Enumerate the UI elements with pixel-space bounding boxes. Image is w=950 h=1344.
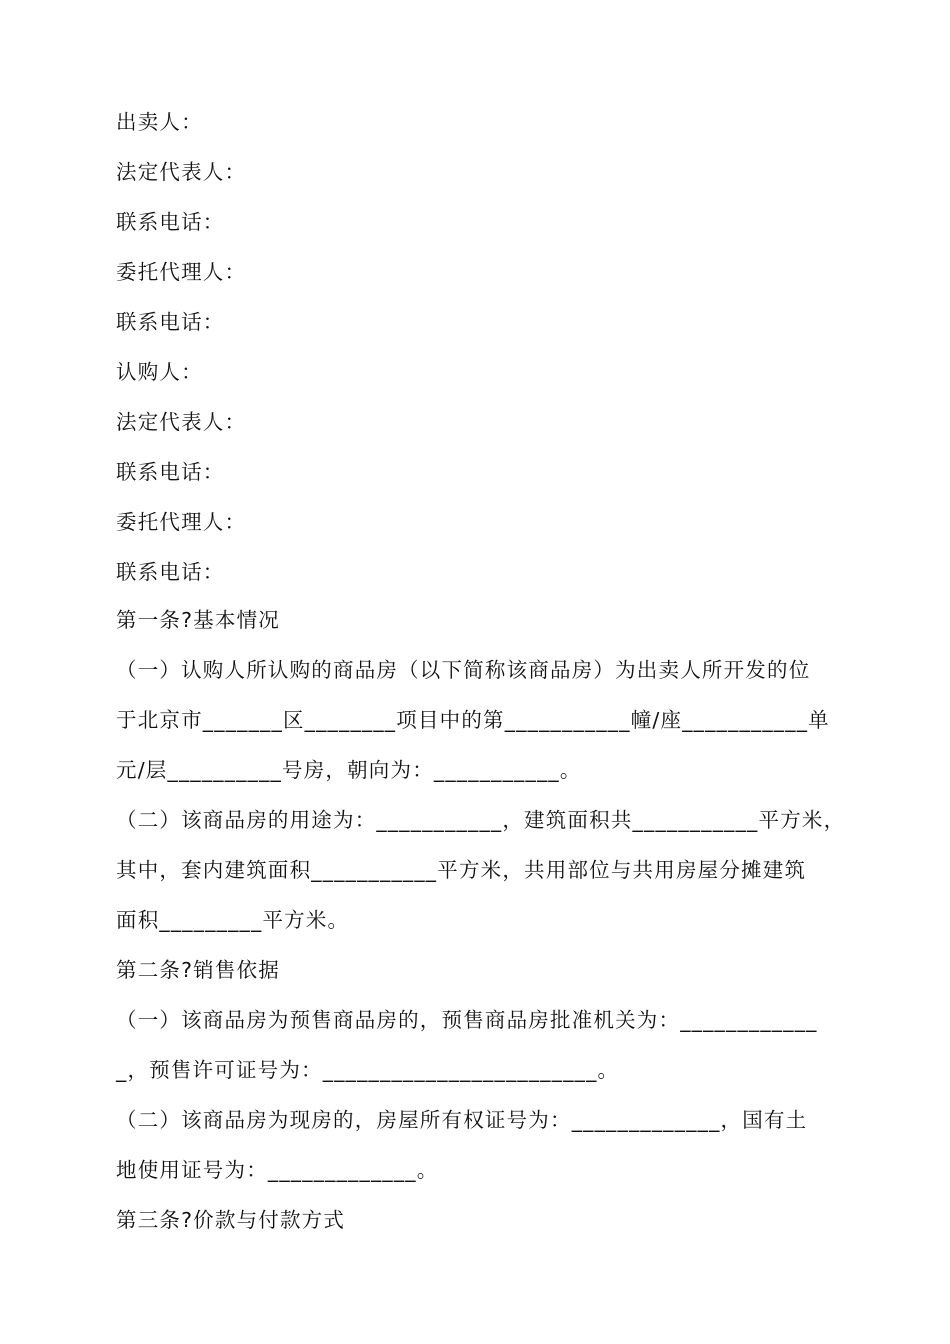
seller-legal-rep-label: 法定代表人： [116,160,247,184]
buyer-phone-label: 联系电话： [116,460,225,484]
article-1-para-1-line-1: （一）认购人所认购的商品房（以下简称该商品房）为出卖人所开发的位 [116,658,811,682]
article-1-heading: 第一条?基本情况 [116,608,280,632]
seller-phone-label: 联系电话： [116,210,225,234]
article-2-heading: 第二条?销售依据 [116,958,280,982]
seller-label: 出卖人： [116,110,203,134]
seller-agent-phone-label: 联系电话： [116,310,225,334]
buyer-agent-label: 委托代理人： [116,510,247,534]
article-2-para-2-line-1: （二）该商品房为现房的，房屋所有权证号为：_____________，国有土 [116,1108,808,1132]
article-1-para-1-line-3: 元/层__________号房，朝向为：___________。 [116,758,582,782]
buyer-legal-rep-label: 法定代表人： [116,410,247,434]
article-2-para-1-line-2: _，预售许可证号为：________________________。 [116,1058,620,1082]
buyer-agent-phone-label: 联系电话： [116,560,225,584]
article-1-para-2-line-1: （二）该商品房的用途为：___________，建筑面积共___________平方米， [116,808,846,832]
article-2-para-2-line-2: 地使用证号为：_____________。 [116,1158,439,1182]
article-2-para-1-line-1: （一）该商品房为预售商品房的，预售商品房批准机关为：____________ [116,1008,818,1032]
article-3-heading: 第三条?价款与付款方式 [116,1208,346,1232]
seller-agent-label: 委托代理人： [116,260,247,284]
article-1-para-1-line-2: 于北京市_______区________项目中的第___________幢/座___________单 [116,708,830,732]
buyer-label: 认购人： [116,360,203,384]
article-1-para-2-line-2: 其中，套内建筑面积___________平方米，共用部位与共用房屋分摊建筑 [116,858,807,882]
article-1-para-2-line-3: 面积_________平方米。 [116,908,350,932]
